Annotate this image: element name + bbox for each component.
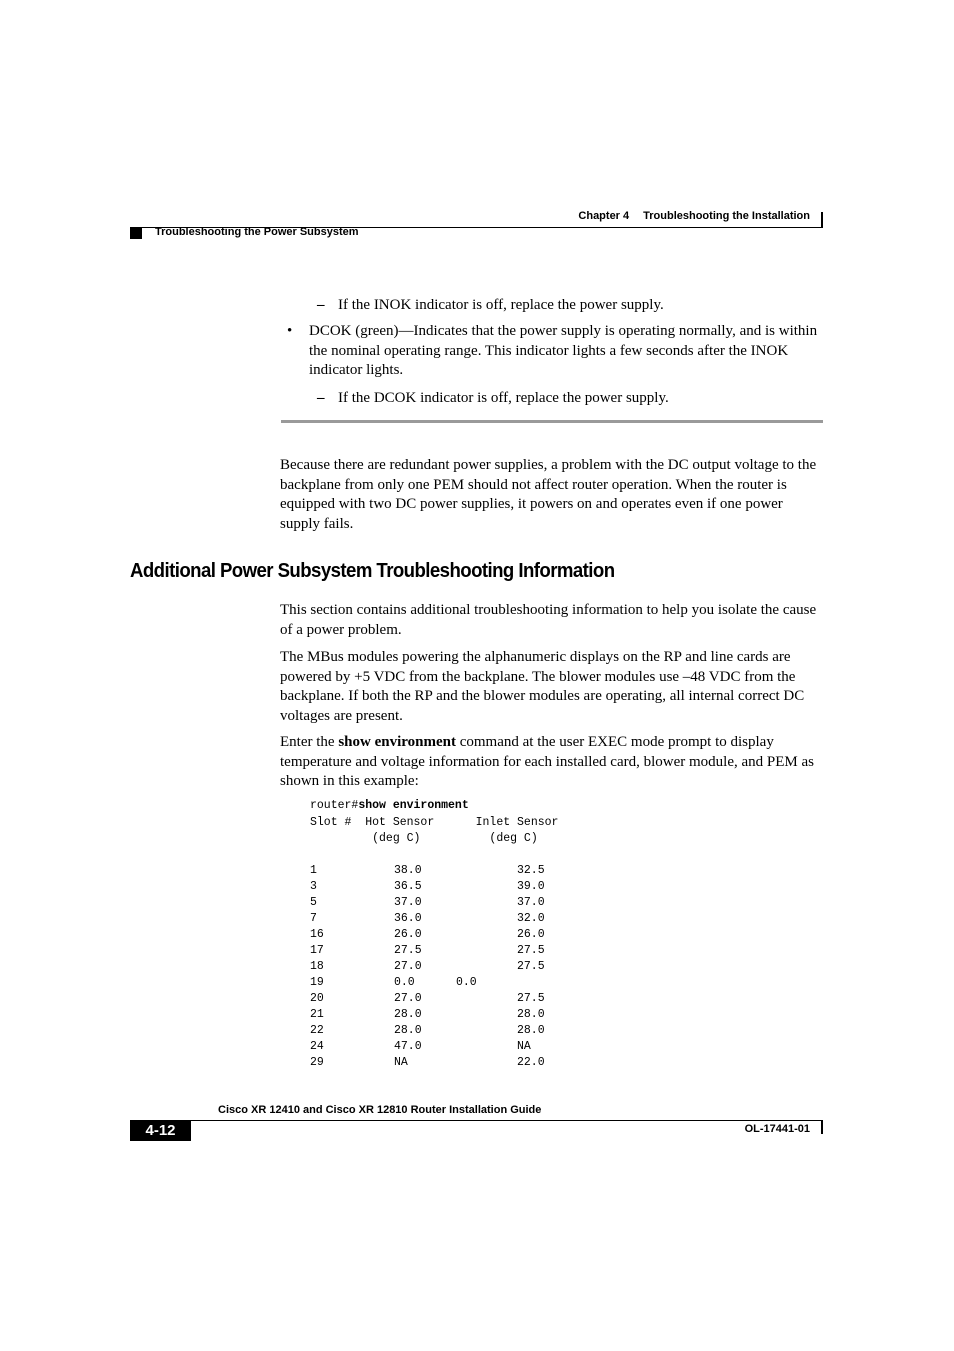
hot-cell: 28.0 <box>394 1024 422 1037</box>
dash-item-text: If the INOK indicator is off, replace the power supply. <box>338 297 664 313</box>
inlet-cell: 28.0 <box>517 1024 545 1037</box>
hot-cell: 36.0 <box>394 912 422 925</box>
chapter-label: Chapter 4 <box>578 210 630 222</box>
hot-cell: 28.0 <box>394 1008 422 1021</box>
doc-number: OL-17441-01 <box>744 1123 810 1135</box>
paragraph-mbus: The MBus modules powering the alphanumeric displays on the RP and line cards are powered by +5 VDC from the backplane. The blower modules use –48 VDC from the backplane. If both the RP and the blower modules are operating, all internal correct DC voltages are present. <box>280 649 805 724</box>
slot-cell: 22 <box>310 1024 324 1037</box>
hot-cell: 27.0 <box>394 992 422 1005</box>
code-header-line2: (deg C) (deg C) <box>310 832 538 845</box>
paragraph-enter-command <box>280 733 825 792</box>
dash-marker: – <box>317 390 325 406</box>
slot-cell: 24 <box>310 1040 324 1053</box>
slot-cell: 18 <box>310 960 324 973</box>
slot-cell: 20 <box>310 992 324 1005</box>
code-command-line <box>310 798 469 814</box>
enter-text-after: command at the user EXEC mode prompt to display temperature and voltage information for each installed card, blower module, and PEM as shown in this example: <box>280 734 814 789</box>
inlet-cell: 27.5 <box>517 944 545 957</box>
code-command: show environment <box>358 799 469 812</box>
paragraph-redundant: Because there are redundant power supplies, a problem with the DC output voltage to the backplane from only one PEM should not affect router operation. When the router is equipped with two DC power supplies, it powers on and operates even if one power supply fails. <box>280 457 817 532</box>
section-divider <box>281 420 823 423</box>
bullet-marker: • <box>287 323 293 339</box>
code-prompt: router# <box>310 799 359 812</box>
slot-cell: 5 <box>310 896 317 909</box>
hot-cell: 26.0 <box>394 928 422 941</box>
code-header-line1: Slot # Hot Sensor Inlet Sensor <box>310 816 559 829</box>
slot-cell: 16 <box>310 928 324 941</box>
enter-command: show environment <box>338 734 456 750</box>
inlet-cell: 32.5 <box>517 864 545 877</box>
paragraph-section-intro: This section contains additional troubleshooting information to help you isolate the cause of a power problem. <box>280 602 817 638</box>
chapter-title: Troubleshooting the Installation <box>643 210 810 222</box>
slot-cell: 21 <box>310 1008 324 1021</box>
page-number: 4-12 <box>130 1120 191 1141</box>
running-header-section: Troubleshooting the Power Subsystem <box>155 226 359 238</box>
hot-cell: 47.0 <box>394 1040 422 1053</box>
header-marker-box <box>130 228 142 239</box>
inlet-cell: 37.0 <box>517 896 545 909</box>
hot-cell: 37.0 <box>394 896 422 909</box>
inlet-cell: 26.0 <box>517 928 545 941</box>
enter-text-before: Enter the <box>280 734 339 750</box>
dash-item-text: If the DCOK indicator is off, replace the power supply. <box>338 390 669 406</box>
footer-guide-title: Cisco XR 12410 and Cisco XR 12810 Router Installation Guide <box>218 1104 542 1116</box>
inlet-cell: NA <box>517 1040 531 1053</box>
hot-cell: 38.0 <box>394 864 422 877</box>
slot-cell: 19 <box>310 976 324 989</box>
running-header-chapter <box>560 210 810 222</box>
inlet-cell: 27.5 <box>517 992 545 1005</box>
footer-tick <box>821 1120 823 1134</box>
header-tick <box>821 212 823 228</box>
hot-cell: NA <box>394 1056 408 1069</box>
slot-cell: 1 <box>310 864 317 877</box>
section-heading: Additional Power Subsystem Troubleshooting Information <box>130 560 615 582</box>
inlet-cell: 22.0 <box>517 1056 545 1069</box>
dash-marker: – <box>317 297 325 313</box>
inlet-cell: 32.0 <box>517 912 545 925</box>
inlet-cell: 39.0 <box>517 880 545 893</box>
hot-cell: 27.0 <box>394 960 422 973</box>
bullet-item-text: DCOK (green)—Indicates that the power supply is operating normally, and is within the nominal operating range. This indicator lights a few seconds after the INOK indicator lights. <box>309 323 818 378</box>
slot-cell: 3 <box>310 880 317 893</box>
slot-cell: 7 <box>310 912 317 925</box>
footer-rule <box>130 1120 823 1121</box>
hot-cell: 36.5 <box>394 880 422 893</box>
mid-cell: 0.0 <box>456 976 477 989</box>
slot-cell: 17 <box>310 944 324 957</box>
hot-cell: 27.5 <box>394 944 422 957</box>
slot-cell: 29 <box>310 1056 324 1069</box>
inlet-cell: 27.5 <box>517 960 545 973</box>
inlet-cell: 28.0 <box>517 1008 545 1021</box>
hot-cell: 0.0 <box>394 976 415 989</box>
